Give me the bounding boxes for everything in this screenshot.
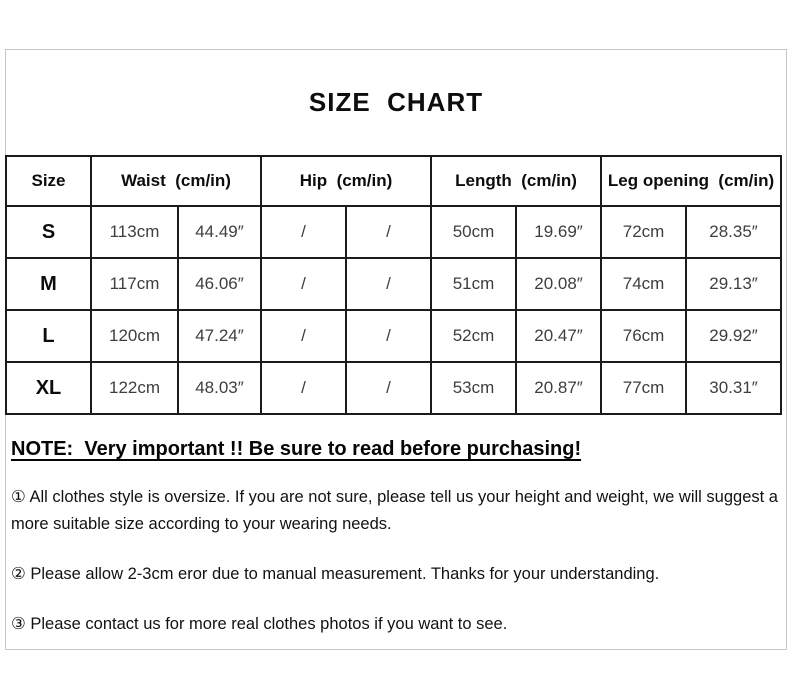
column-header-length: Length (cm/in) — [431, 156, 601, 206]
size-label: L — [6, 310, 91, 362]
page-title: SIZE CHART — [308, 87, 484, 117]
size-table — [5, 155, 782, 415]
hip-cm-value: / — [261, 206, 346, 258]
table-header-row — [6, 156, 781, 206]
table-row-l — [6, 310, 781, 362]
note-item-oversize: ① All clothes style is oversize. If you are not sure, please tell us your height and weight, we will suggest a more suitable size according to your wearing needs. — [11, 488, 778, 533]
hip-in-value: / — [346, 206, 431, 258]
hip-in-value: / — [346, 362, 431, 414]
waist-in-value: 46.06″ — [178, 258, 261, 310]
hip-cm-value: / — [261, 258, 346, 310]
waist-in-value: 48.03″ — [178, 362, 261, 414]
leg-in-value: 28.35″ — [686, 206, 781, 258]
note-heading: NOTE: Very important !! Be sure to read before purchasing! — [11, 438, 582, 460]
column-header-hip: Hip (cm/in) — [261, 156, 431, 206]
waist-cm-value: 120cm — [91, 310, 178, 362]
notes-section — [6, 415, 786, 638]
column-header-size: Size — [6, 156, 91, 206]
note-item-contact: ③ Please contact us for more real clothes photos if you want to see. — [11, 615, 508, 633]
waist-in-value: 44.49″ — [178, 206, 261, 258]
size-label: S — [6, 206, 91, 258]
length-in-value: 20.08″ — [516, 258, 601, 310]
waist-cm-value: 113cm — [91, 206, 178, 258]
waist-in-value: 47.24″ — [178, 310, 261, 362]
hip-in-value: / — [346, 258, 431, 310]
note-item-measurement-error: ② Please allow 2-3cm eror due to manual measurement. Thanks for your understanding. — [11, 565, 660, 583]
title-block — [6, 50, 786, 155]
length-in-value: 19.69″ — [516, 206, 601, 258]
column-header-waist: Waist (cm/in) — [91, 156, 261, 206]
leg-cm-value: 76cm — [601, 310, 686, 362]
leg-cm-value: 77cm — [601, 362, 686, 414]
leg-in-value: 29.13″ — [686, 258, 781, 310]
table-row-s — [6, 206, 781, 258]
waist-cm-value: 122cm — [91, 362, 178, 414]
table-row-xl — [6, 362, 781, 414]
length-cm-value: 53cm — [431, 362, 516, 414]
length-cm-value: 50cm — [431, 206, 516, 258]
table-row-m — [6, 258, 781, 310]
length-cm-value: 52cm — [431, 310, 516, 362]
waist-cm-value: 117cm — [91, 258, 178, 310]
hip-cm-value: / — [261, 310, 346, 362]
size-chart-sheet — [5, 49, 787, 650]
hip-in-value: / — [346, 310, 431, 362]
size-label: M — [6, 258, 91, 310]
size-label: XL — [6, 362, 91, 414]
length-in-value: 20.87″ — [516, 362, 601, 414]
length-in-value: 20.47″ — [516, 310, 601, 362]
hip-cm-value: / — [261, 362, 346, 414]
column-header-leg-opening: Leg opening (cm/in) — [601, 156, 781, 206]
leg-in-value: 29.92″ — [686, 310, 781, 362]
leg-in-value: 30.31″ — [686, 362, 781, 414]
leg-cm-value: 74cm — [601, 258, 686, 310]
length-cm-value: 51cm — [431, 258, 516, 310]
leg-cm-value: 72cm — [601, 206, 686, 258]
